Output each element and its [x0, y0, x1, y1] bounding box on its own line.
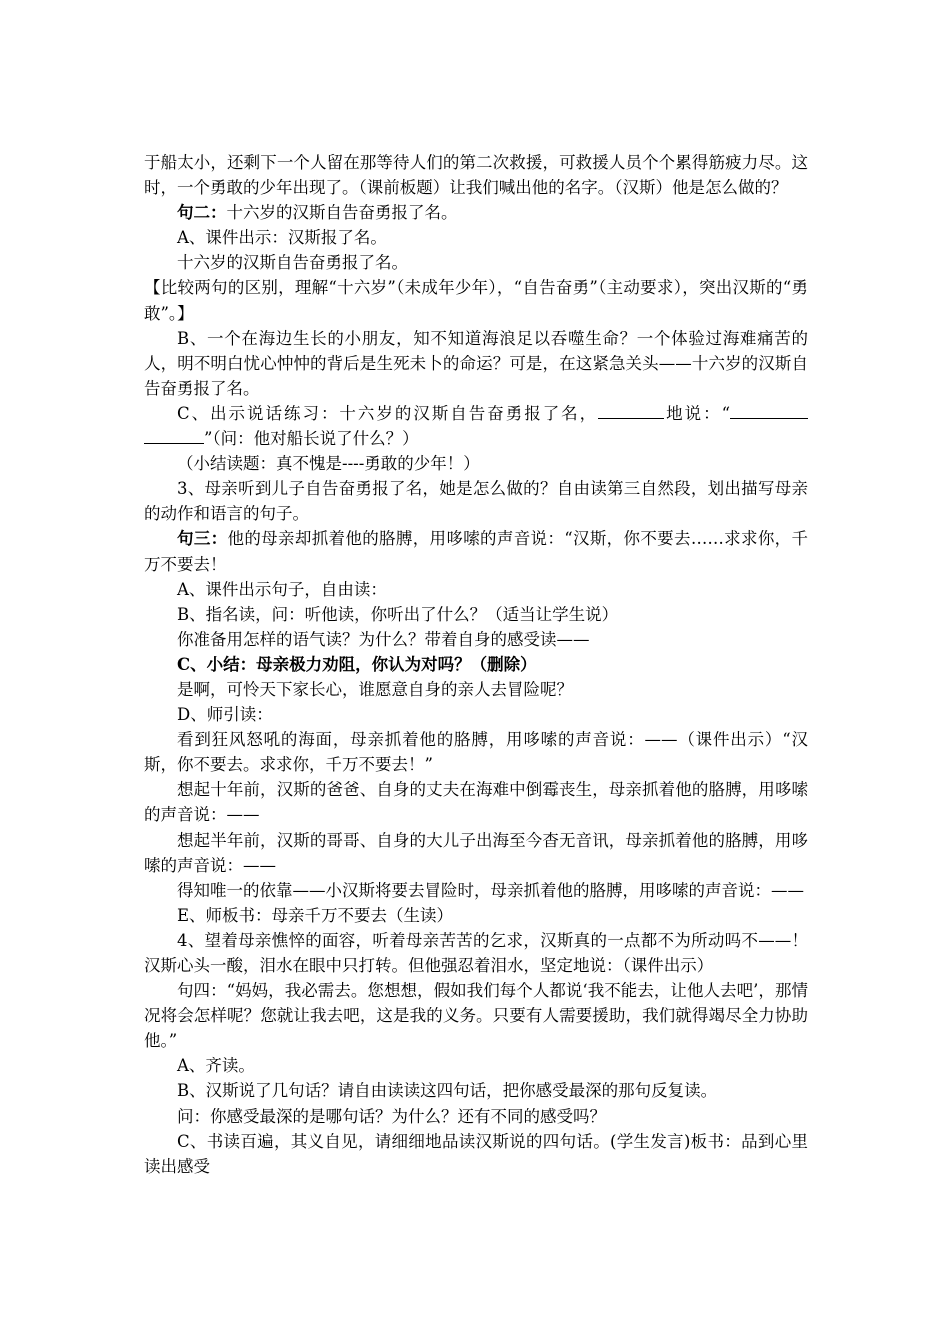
paragraph-ten-years: 想起十年前，汉斯的爸爸、自身的丈夫在海难中倒霉丧生，母亲抓着他的胳膊，用哆嗦的声音说：——	[144, 780, 808, 825]
paragraph-tone: 你准备用怎样的语气读？为什么？带着自身的感受读——	[177, 629, 590, 649]
paragraph-courseware-b: 十六岁的汉斯自告奋勇报了名。	[177, 253, 408, 273]
paragraph-summary-title: （小结读题：真不愧是----勇敢的少年！）	[177, 454, 480, 474]
paragraph-sentence-four: 句四：“妈妈，我必需去。您想想，假如我们每个人都说‘我不能去，让他人去吧’，那情况将会怎样呢？您就让我去吧，这是我的义务。只要有人需要援助，我们就得竭尽全力协助他。”	[144, 981, 808, 1051]
fill-blank-1	[598, 402, 664, 419]
paragraph-hans-response: 4、望着母亲憔悴的面容，听着母亲苦苦的乞求，汉斯真的一点都不为所动吗不——！汉斯心头一酸，泪水在眼中只打转。但他强忍着泪水，坚定地说：（课件出示）	[144, 930, 808, 975]
sentence-text: 十六岁的汉斯自告奋勇报了名。	[226, 203, 458, 223]
paragraph-a-chorus: A、齐读。	[177, 1056, 255, 1076]
paragraph-b-four-sentences: B、汉斯说了几句话？请自由读读这四句话，把你感受最深的那句反复读。	[177, 1081, 718, 1101]
practice-text-b: 地说：“	[664, 403, 731, 423]
paragraph-sentence-three	[144, 526, 808, 576]
paragraph-b-read: B、指名读，问：听他读，你听出了什么？（适当让学生说）	[177, 604, 619, 624]
fill-blank-2	[730, 402, 808, 419]
practice-text-a: C、出示说话练习：十六岁的汉斯自告奋勇报了名，	[177, 403, 599, 423]
paragraph-sentence-two	[144, 200, 808, 225]
paragraph-b-question: B、一个在海边生长的小朋友，知不知道海浪足以吞噬生命？一个体验过海难痛苦的人，明不明白忧心忡忡的背后是生死未卜的命运？可是，在这紧急关头——十六岁的汉斯自告奋勇报了名。	[144, 328, 808, 398]
paragraph-mother-question: 3、母亲听到儿子自告奋勇报了名，她是怎么做的？自由读第三自然段，划出描写母亲的动作和语言的句子。	[144, 479, 808, 524]
paragraph-courseware-a: A、课件出示：汉斯报了名。	[177, 228, 387, 248]
paragraph-e-board: E、师板书：母亲千万不要去（生读）	[177, 905, 454, 925]
paragraph-d-guide: D、师引读：	[177, 705, 273, 725]
sentence-label: 句二：	[177, 203, 227, 223]
paragraph-a-read: A、课件出示句子，自由读：	[177, 579, 387, 599]
paragraph-intro: 于船太小，还剩下一个人留在那等待人们的第二次救援，可救援人员个个累得筋疲力尽。这时，一个勇敢的少年出现了。（课前板题）让我们喊出他的名字。（汉斯）他是怎么做的？	[144, 153, 808, 198]
paragraph-only-support: 得知唯一的依靠——小汉斯将要去冒险时，母亲抓着他的胳膊，用哆嗦的声音说：——	[177, 880, 804, 900]
paragraph-speaking-practice	[144, 401, 808, 451]
paragraph-compare: 【比较两句的区别，理解“十六岁”（未成年少年），“自告奋勇”（主动要求），突出汉斯的“勇敢”。】	[144, 278, 808, 323]
paragraph-c-summary: C、小结：母亲极力劝阻，你认为对吗？（删除）	[177, 654, 537, 674]
document-body	[144, 150, 808, 1179]
paragraph-parents-heart: 是啊，可怜天下家长心，谁愿意自身的亲人去冒险呢？	[177, 679, 573, 699]
sentence-label: 句三：	[177, 529, 228, 549]
practice-text-c: ”（问：他对船长说了什么？）	[204, 429, 419, 449]
paragraph-question-feel: 问：你感受最深的是哪句话？为什么？还有不同的感受吗？	[177, 1106, 606, 1126]
paragraph-c-read-hundred: C、书读百遍，其义自见，请细细地品读汉斯说的四句话。(学生发言)板书：品到心里读出感受	[144, 1131, 808, 1176]
paragraph-half-year: 想起半年前，汉斯的哥哥、自身的大儿子出海至今杳无音讯，母亲抓着他的胳膊，用哆嗦的声音说：——	[144, 830, 808, 875]
paragraph-sea: 看到狂风怒吼的海面，母亲抓着他的胳膊，用哆嗦的声音说：——（课件出示）“汉斯，你不要去。求求你，千万不要去！”	[144, 730, 808, 775]
sentence-text: 他的母亲却抓着他的胳膊，用哆嗦的声音说：“汉斯，你不要去……求求你，千万不要去！	[144, 529, 809, 574]
fill-blank-3	[144, 427, 204, 444]
